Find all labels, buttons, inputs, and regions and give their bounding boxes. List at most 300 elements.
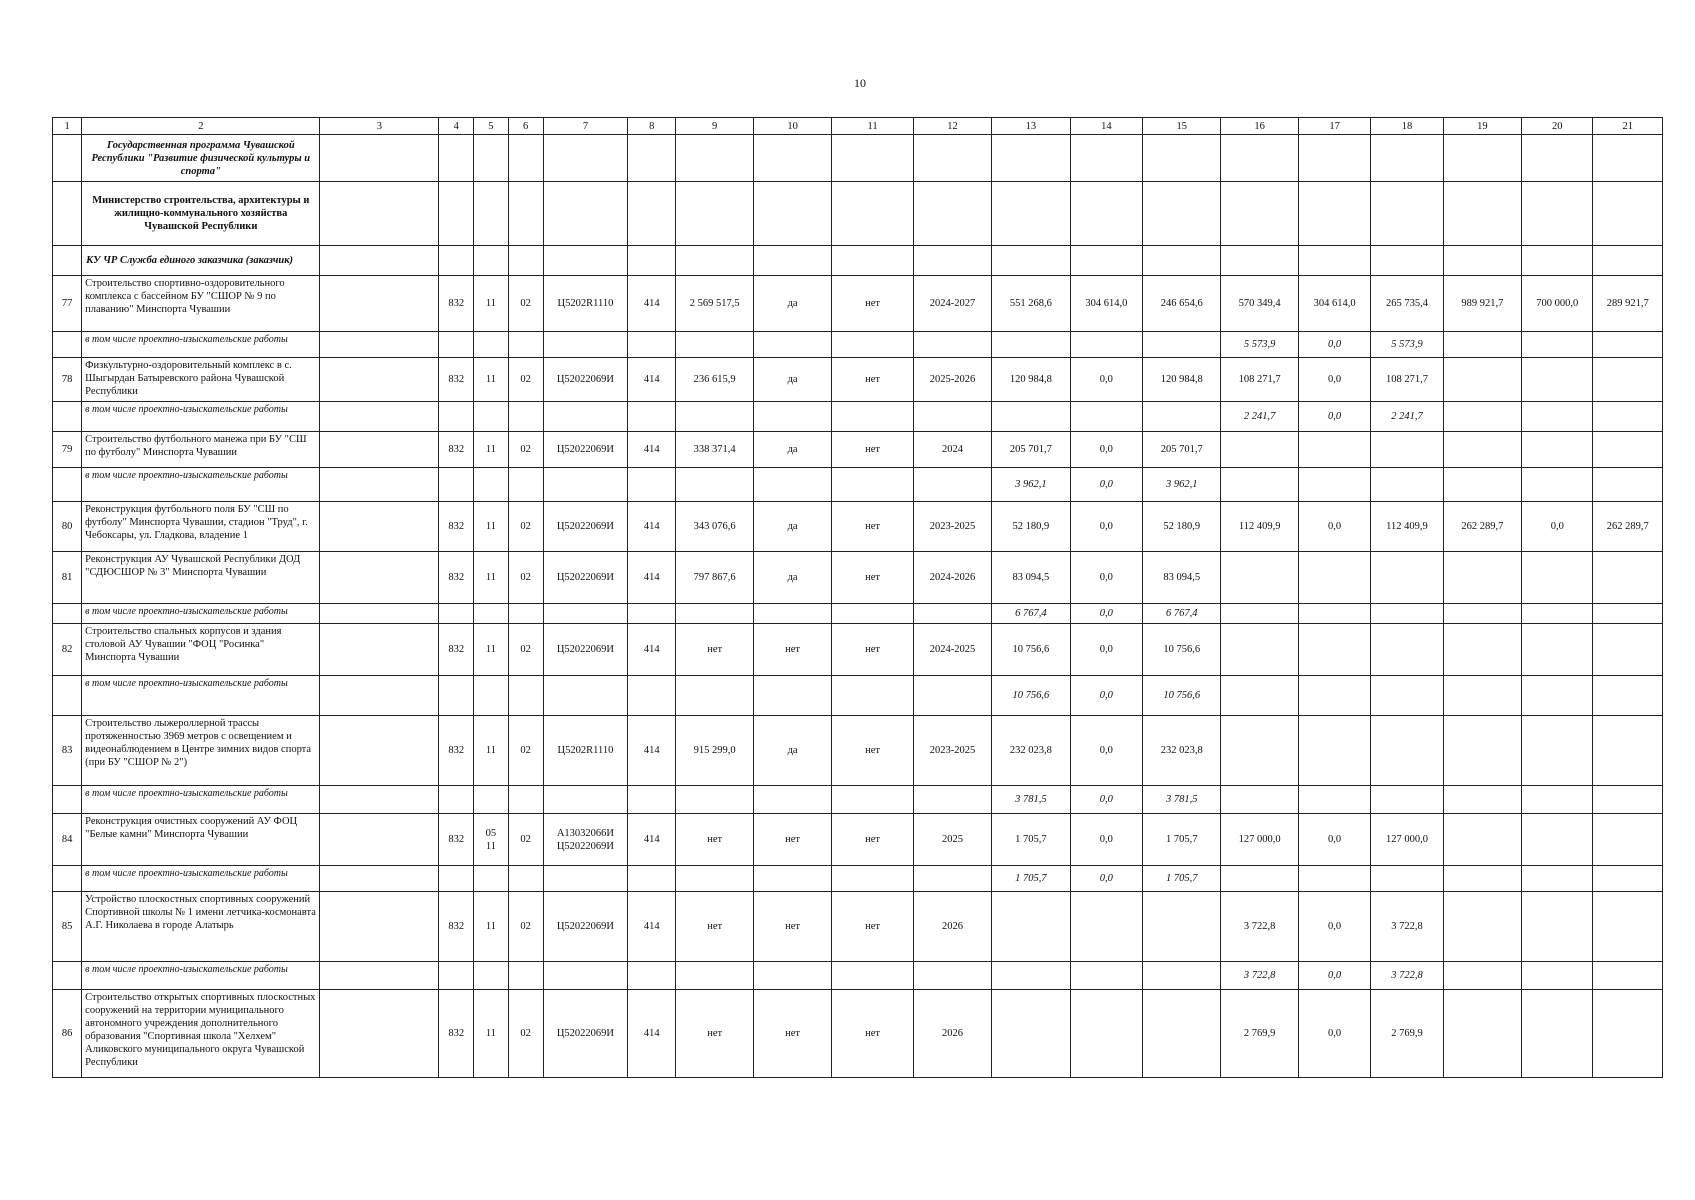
cell-value [1371,468,1443,502]
object-name: Физкультурно-оздоровительный комплекс в с. Шыгырдан Батыревского района Чувашской Республики [82,358,320,402]
cell-value [508,786,543,814]
cell-value: 0,0 [1070,358,1142,402]
cell-value [439,468,474,502]
cell-value: 236 615,9 [676,358,753,402]
column-number: 6 [508,118,543,135]
cell-value: нет [832,552,913,604]
cell-value: 0,0 [1070,468,1142,502]
empty-cell [439,246,474,276]
empty-cell [628,135,676,182]
empty-cell [1221,182,1298,246]
cell-value [1522,962,1593,990]
cell-value: 262 289,7 [1443,502,1521,552]
cell-value: 832 [439,552,474,604]
cell-value: 3 781,5 [1143,786,1221,814]
empty-cell [1298,135,1370,182]
subtotal-row [53,604,1663,624]
cell-value: 989 921,7 [1443,276,1521,332]
cell-value: да [753,502,831,552]
cell-value [832,604,913,624]
cell-value: 2 569 517,5 [676,276,753,332]
cell-value: 2 241,7 [1221,402,1298,432]
empty-cell [1443,246,1521,276]
empty-cell [1143,135,1221,182]
section-header-text: КУ ЧР Служба единого заказчика (заказчик) [82,246,320,276]
row-number: 85 [53,892,82,962]
cell-value: 3 722,8 [1371,962,1443,990]
cell-value: 832 [439,892,474,962]
cell-value: 2026 [913,892,991,962]
subtotal-row [53,402,1663,432]
cell-value: нет [753,624,831,676]
cell-value: нет [753,892,831,962]
empty-cell [1070,182,1142,246]
object-name: в том числе проектно-изыскательские работы [82,962,320,990]
cell-value [992,990,1070,1078]
cell-value: нет [832,432,913,468]
cell-value [913,866,991,892]
empty-cell [1443,182,1521,246]
cell-value: 83 094,5 [1143,552,1221,604]
column-number: 18 [1371,118,1443,135]
cell-value [1221,552,1298,604]
empty-cell [1070,135,1142,182]
cell-value [1522,892,1593,962]
empty-cell [1221,135,1298,182]
empty-cell [53,246,82,276]
cell-value: 02 [508,716,543,786]
cell-value: Ц5202R1110 [543,716,627,786]
column-number: 20 [1522,118,1593,135]
cell-value [832,786,913,814]
cell-value [676,402,753,432]
cell-value [1443,866,1521,892]
object-name: Строительство футбольного манежа при БУ "СШ по футболу" Минспорта Чувашии [82,432,320,468]
cell-value: 246 654,6 [1143,276,1221,332]
cell-value [1298,468,1370,502]
cell-value [1522,786,1593,814]
empty-cell [753,135,831,182]
cell-value: 0,0 [1298,502,1370,552]
cell-value: 02 [508,358,543,402]
cell-value [1070,892,1142,962]
empty-cell [1593,246,1663,276]
column-number: 7 [543,118,627,135]
cell-value: 11 [474,892,508,962]
cell-value [1298,866,1370,892]
cell-value [676,962,753,990]
cell-value [1522,990,1593,1078]
cell-value [1070,962,1142,990]
page-number: 10 [854,76,866,90]
cell-value: 2023-2025 [913,716,991,786]
row-number: 86 [53,990,82,1078]
cell-value [1443,604,1521,624]
table-row [53,276,1663,332]
cell-value [676,786,753,814]
cell-value: 570 349,4 [1221,276,1298,332]
empty-cell [1371,246,1443,276]
empty-cell [753,246,831,276]
cell-value: 3 722,8 [1371,892,1443,962]
cell-value [474,402,508,432]
empty-cell [1298,182,1370,246]
object-name: в том числе проектно-изыскательские работы [82,402,320,432]
cell-value [832,468,913,502]
row-number [53,468,82,502]
cell-value: 3 722,8 [1221,962,1298,990]
cell-value: 832 [439,276,474,332]
cell-value: 02 [508,892,543,962]
row-number: 82 [53,624,82,676]
cell-value: 2025-2026 [913,358,991,402]
cell-value [628,468,676,502]
cell-value [1593,604,1663,624]
cell-value: 2 769,9 [1221,990,1298,1078]
empty-cell [1371,182,1443,246]
cell-value: нет [832,502,913,552]
cell-value: 2024-2025 [913,624,991,676]
cell-value: 915 299,0 [676,716,753,786]
cell-value [1593,990,1663,1078]
cell-value [628,332,676,358]
empty-cell [832,135,913,182]
cell-value: Ц52022069И [543,624,627,676]
cell-value [320,866,439,892]
cell-value: 832 [439,990,474,1078]
cell-value [439,402,474,432]
cell-value [1298,786,1370,814]
cell-value [676,866,753,892]
cell-value [1593,892,1663,962]
cell-value [320,502,439,552]
empty-cell [913,182,991,246]
object-name: в том числе проектно-изыскательские работы [82,604,320,624]
cell-value: 05 11 [474,814,508,866]
investment-objects-table [52,117,1663,1078]
cell-value [832,402,913,432]
cell-value [1593,432,1663,468]
cell-value: 11 [474,276,508,332]
cell-value [753,468,831,502]
cell-value: 338 371,4 [676,432,753,468]
cell-value [1221,866,1298,892]
cell-value: 02 [508,432,543,468]
empty-cell [992,246,1070,276]
cell-value: 0,0 [1298,358,1370,402]
cell-value: 797 867,6 [676,552,753,604]
cell-value [628,962,676,990]
cell-value [439,332,474,358]
empty-cell [913,135,991,182]
empty-cell [320,182,439,246]
cell-value: 127 000,0 [1221,814,1298,866]
cell-value [320,990,439,1078]
subtotal-row [53,962,1663,990]
empty-cell [320,246,439,276]
object-name: в том числе проектно-изыскательские работы [82,468,320,502]
cell-value [508,604,543,624]
row-number: 83 [53,716,82,786]
cell-value: 262 289,7 [1593,502,1663,552]
table-row [53,502,1663,552]
cell-value [753,866,831,892]
cell-value [1371,604,1443,624]
cell-value [1298,432,1370,468]
cell-value [474,786,508,814]
cell-value [676,604,753,624]
empty-cell [753,182,831,246]
cell-value [1443,786,1521,814]
cell-value: 343 076,6 [676,502,753,552]
column-number: 16 [1221,118,1298,135]
object-name: в том числе проектно-изыскательские работы [82,866,320,892]
cell-value: нет [832,716,913,786]
cell-value [1298,716,1370,786]
empty-cell [474,246,508,276]
cell-value [439,676,474,716]
empty-cell [832,182,913,246]
cell-value [1593,962,1663,990]
cell-value: 205 701,7 [992,432,1070,468]
table-row [53,716,1663,786]
cell-value: нет [676,624,753,676]
cell-value [508,866,543,892]
section-header-row [53,246,1663,276]
cell-value: 414 [628,624,676,676]
cell-value: 832 [439,624,474,676]
cell-value [753,604,831,624]
cell-value [508,676,543,716]
empty-cell [508,135,543,182]
row-number [53,402,82,432]
cell-value [543,604,627,624]
cell-value [1371,552,1443,604]
cell-value: 6 767,4 [992,604,1070,624]
empty-cell [628,246,676,276]
cell-value: 0,0 [1298,962,1370,990]
cell-value: 10 756,6 [992,676,1070,716]
cell-value: 700 000,0 [1522,276,1593,332]
cell-value: 0,0 [1070,604,1142,624]
object-name: Реконструкция очистных сооружений АУ ФОЦ "Белые камни" Минспорта Чувашии [82,814,320,866]
cell-value [1298,624,1370,676]
cell-value: да [753,716,831,786]
table-row [53,814,1663,866]
cell-value: 414 [628,432,676,468]
cell-value [1143,962,1221,990]
row-number [53,676,82,716]
object-name: в том числе проектно-изыскательские работы [82,786,320,814]
cell-value [992,332,1070,358]
cell-value [1593,716,1663,786]
cell-value [1443,402,1521,432]
empty-cell [439,135,474,182]
cell-value: 1 705,7 [1143,866,1221,892]
cell-value: 3 962,1 [992,468,1070,502]
object-name: Реконструкция АУ Чувашской Республики ДОД "СДЮСШОР № 3" Минспорта Чувашии [82,552,320,604]
cell-value: 205 701,7 [1143,432,1221,468]
cell-value [320,276,439,332]
empty-cell [508,182,543,246]
table-row [53,552,1663,604]
cell-value [1221,624,1298,676]
cell-value: 1 705,7 [1143,814,1221,866]
cell-value [753,962,831,990]
cell-value [1522,358,1593,402]
cell-value [1593,866,1663,892]
cell-value: Ц52022069И [543,990,627,1078]
cell-value [753,402,831,432]
cell-value: 289 921,7 [1593,276,1663,332]
cell-value: 02 [508,624,543,676]
table-row [53,990,1663,1078]
cell-value: 2024-2027 [913,276,991,332]
object-name: Строительство открытых спортивных плоскостных сооружений на территории муниципального автономного учреждения дополнительного образования "Спортивная школа "Хелхем" Аликовского муниципального округа Чувашской Республики [82,990,320,1078]
cell-value [320,962,439,990]
cell-value [1522,432,1593,468]
object-name: Реконструкция футбольного поля БУ "СШ по футболу" Минспорта Чувашии, стадион "Труд", г. Чебоксары, ул. Гладкова, владение 1 [82,502,320,552]
cell-value: 0,0 [1298,990,1370,1078]
cell-value: нет [832,358,913,402]
cell-value: да [753,432,831,468]
empty-cell [628,182,676,246]
cell-value: 414 [628,716,676,786]
empty-cell [676,246,753,276]
row-number: 84 [53,814,82,866]
cell-value [474,866,508,892]
empty-cell [53,135,82,182]
cell-value: 6 767,4 [1143,604,1221,624]
cell-value: 414 [628,502,676,552]
cell-value [543,676,627,716]
cell-value: 414 [628,358,676,402]
cell-value: 0,0 [1522,502,1593,552]
cell-value [474,676,508,716]
cell-value [320,552,439,604]
cell-value [628,402,676,432]
cell-value: 0,0 [1298,814,1370,866]
cell-value [1443,892,1521,962]
cell-value: 0,0 [1070,814,1142,866]
cell-value: 0,0 [1070,624,1142,676]
cell-value: Ц52022069И [543,892,627,962]
cell-value: 0,0 [1070,786,1142,814]
section-header-text: Министерство строительства, архитектуры и жилищно-коммунального хозяйства Чувашской Республики [82,182,320,246]
cell-value: 0,0 [1070,432,1142,468]
cell-value [320,624,439,676]
cell-value [1443,468,1521,502]
cell-value [992,892,1070,962]
empty-cell [1522,246,1593,276]
cell-value: нет [832,990,913,1078]
cell-value [543,468,627,502]
cell-value [1221,468,1298,502]
cell-value [543,866,627,892]
column-number: 13 [992,118,1070,135]
empty-cell [1070,246,1142,276]
row-number: 79 [53,432,82,468]
cell-value [543,962,627,990]
empty-cell [1522,135,1593,182]
empty-cell [1522,182,1593,246]
cell-value: нет [676,814,753,866]
empty-cell [508,246,543,276]
cell-value: нет [832,814,913,866]
cell-value: 11 [474,358,508,402]
cell-value: 0,0 [1070,552,1142,604]
cell-value [676,468,753,502]
table-row [53,358,1663,402]
cell-value [1143,332,1221,358]
cell-value [320,814,439,866]
cell-value: нет [753,990,831,1078]
empty-cell [439,182,474,246]
cell-value [320,332,439,358]
cell-value [508,962,543,990]
column-number: 12 [913,118,991,135]
column-number: 21 [1593,118,1663,135]
cell-value: 02 [508,502,543,552]
cell-value [1522,814,1593,866]
cell-value: 02 [508,552,543,604]
cell-value: 414 [628,276,676,332]
cell-value: 112 409,9 [1371,502,1443,552]
object-name: Строительство спальных корпусов и здания столовой АУ Чувашии "ФОЦ "Росинка" Минспорта Чувашии [82,624,320,676]
cell-value: 1 705,7 [992,866,1070,892]
cell-value [1443,716,1521,786]
cell-value: нет [832,892,913,962]
cell-value [1593,624,1663,676]
cell-value [1143,990,1221,1078]
empty-cell [543,246,627,276]
cell-value: 0,0 [1070,502,1142,552]
empty-cell [992,135,1070,182]
cell-value: 3 722,8 [1221,892,1298,962]
column-number: 1 [53,118,82,135]
cell-value [1593,786,1663,814]
empty-cell [832,246,913,276]
cell-value [1522,402,1593,432]
cell-value [320,716,439,786]
cell-value: 11 [474,432,508,468]
table-row [53,432,1663,468]
cell-value: 2023-2025 [913,502,991,552]
cell-value [1443,432,1521,468]
column-number: 10 [753,118,831,135]
cell-value [1371,432,1443,468]
cell-value: 83 094,5 [992,552,1070,604]
row-number [53,786,82,814]
cell-value [1443,552,1521,604]
cell-value: 5 573,9 [1371,332,1443,358]
cell-value [1522,866,1593,892]
cell-value [1593,676,1663,716]
row-number [53,962,82,990]
row-number [53,332,82,358]
table-row [53,892,1663,962]
cell-value: 414 [628,990,676,1078]
cell-value: 10 756,6 [992,624,1070,676]
column-number: 3 [320,118,439,135]
cell-value: да [753,552,831,604]
empty-cell [1143,246,1221,276]
cell-value: Ц52022069И [543,358,627,402]
cell-value [1221,716,1298,786]
empty-cell [913,246,991,276]
cell-value: Ц52022069И [543,432,627,468]
cell-value [913,332,991,358]
